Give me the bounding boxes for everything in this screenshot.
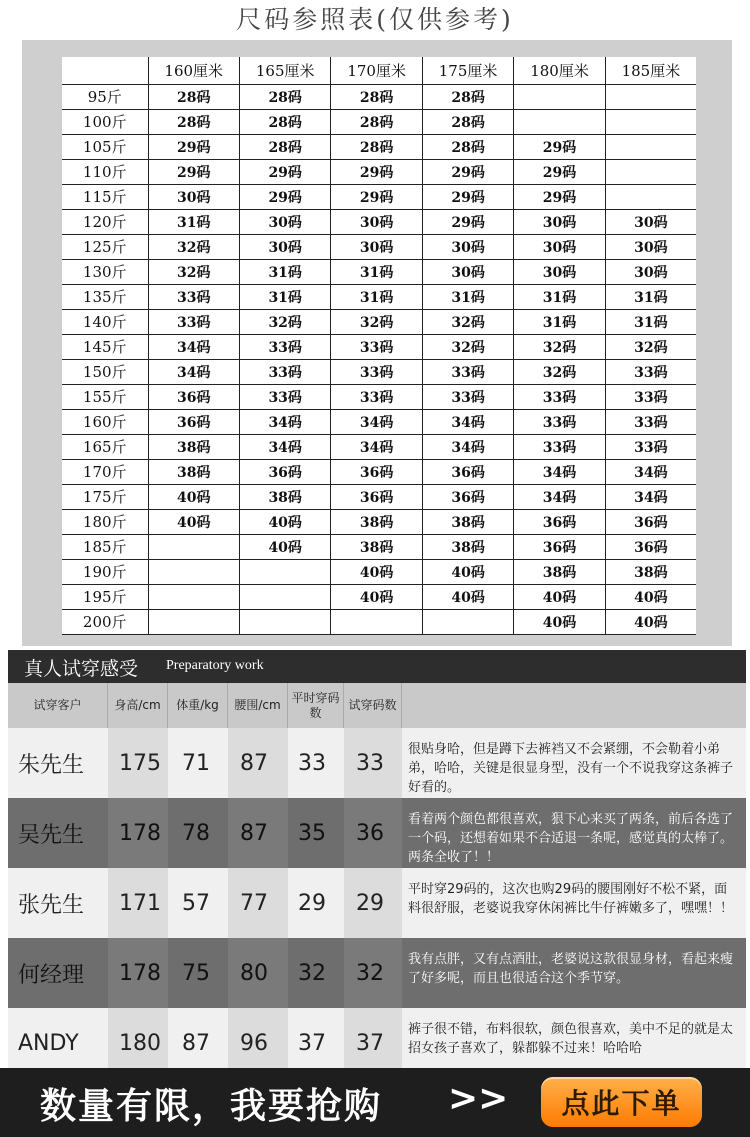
size-cell: 32码 <box>514 359 605 384</box>
size-cell: 40码 <box>514 609 605 634</box>
page-title: 尺码参照表(仅供参考) <box>236 5 514 34</box>
customer-tried: 37 <box>356 1030 384 1056</box>
size-cell: 29码 <box>331 159 422 184</box>
size-cell: 33码 <box>605 409 696 434</box>
size-cell: 30码 <box>331 209 422 234</box>
size-cell: 38码 <box>148 459 239 484</box>
size-cell: 40码 <box>422 584 513 609</box>
size-cell: 32码 <box>148 234 239 259</box>
size-cell <box>605 184 696 209</box>
size-cell: 32码 <box>422 334 513 359</box>
promo-banner <box>0 1068 750 1137</box>
height-header: 170厘米 <box>331 57 422 84</box>
size-cell: 28码 <box>331 109 422 134</box>
customer-tried: 29 <box>356 890 384 916</box>
size-cell: 33码 <box>331 334 422 359</box>
size-cell <box>605 159 696 184</box>
size-chart-row <box>62 359 696 384</box>
customer-tried: 33 <box>356 750 384 776</box>
customer-usual: 29 <box>298 890 326 916</box>
height-header: 160厘米 <box>148 57 239 84</box>
weight-label: 130斤 <box>62 259 148 284</box>
size-cell <box>422 609 513 634</box>
customer-weight: 75 <box>182 960 210 986</box>
customer-usual: 37 <box>298 1030 326 1056</box>
weight-label: 120斤 <box>62 209 148 234</box>
size-cell: 30码 <box>514 259 605 284</box>
size-cell <box>148 584 239 609</box>
size-cell: 30码 <box>514 209 605 234</box>
size-cell: 40码 <box>605 609 696 634</box>
size-cell: 33码 <box>605 384 696 409</box>
size-cell: 34码 <box>148 359 239 384</box>
size-cell: 40码 <box>605 584 696 609</box>
size-chart-row <box>62 159 696 184</box>
size-cell: 38码 <box>239 484 330 509</box>
size-cell: 31码 <box>239 259 330 284</box>
customer-comment: 我有点胖，又有点酒肚，老婆说这款很显身材，看起来瘦了好多呢，而且也很适合这个季节穿。 <box>408 952 734 986</box>
tryon-column-header: 试穿码数 <box>344 683 402 728</box>
tryon-row <box>8 868 746 938</box>
size-cell: 33码 <box>148 309 239 334</box>
size-cell: 36码 <box>514 534 605 559</box>
size-cell: 33码 <box>239 334 330 359</box>
size-cell: 33码 <box>605 359 696 384</box>
size-chart-row <box>62 509 696 534</box>
size-cell: 33码 <box>422 384 513 409</box>
size-cell: 29码 <box>239 159 330 184</box>
size-cell: 29码 <box>422 159 513 184</box>
size-cell: 29码 <box>514 184 605 209</box>
size-cell: 40码 <box>239 509 330 534</box>
size-cell: 40码 <box>148 509 239 534</box>
size-cell <box>605 84 696 109</box>
size-cell: 28码 <box>422 109 513 134</box>
size-chart-table <box>62 57 696 635</box>
size-chart-row <box>62 84 696 109</box>
size-cell: 33码 <box>605 434 696 459</box>
corner-cell <box>62 57 148 84</box>
size-cell: 36码 <box>422 484 513 509</box>
size-cell: 31码 <box>514 309 605 334</box>
size-chart-row <box>62 109 696 134</box>
size-cell: 29码 <box>422 184 513 209</box>
customer-comment: 平时穿29码的，这次也购29码的腰围刚好不松不紧，面料很舒服，老婆说我穿休闲裤比牛仔裤嫩多了，嘿嘿！！ <box>408 882 734 916</box>
size-cell: 29码 <box>239 184 330 209</box>
size-cell: 36码 <box>148 384 239 409</box>
size-cell: 33码 <box>514 434 605 459</box>
size-cell <box>239 584 330 609</box>
customer-comment: 看着两个颜色都很喜欢，狠下心来买了两条，前后各选了一个码，还想着如果不合适退一条呢，感觉真的太棒了。两条全收了！！ <box>408 812 734 865</box>
size-cell: 40码 <box>331 584 422 609</box>
size-cell: 31码 <box>605 309 696 334</box>
customer-waist: 80 <box>240 960 268 986</box>
customer-weight: 87 <box>182 1030 210 1056</box>
size-chart-row <box>62 409 696 434</box>
weight-label: 195斤 <box>62 584 148 609</box>
size-chart-row <box>62 384 696 409</box>
customer-comment: 裤子很不错，布料很软，颜色很喜欢，美中不足的就是太招女孩子喜欢了，躲都躲不过来！哈哈哈 <box>408 1022 734 1056</box>
size-cell: 36码 <box>239 459 330 484</box>
tryon-section <box>8 650 746 1068</box>
size-chart-row <box>62 434 696 459</box>
customer-name: 何经理 <box>18 962 85 988</box>
size-cell <box>331 609 422 634</box>
size-cell: 30码 <box>331 234 422 259</box>
size-cell: 32码 <box>239 309 330 334</box>
size-cell: 34码 <box>239 409 330 434</box>
customer-tried: 36 <box>356 820 384 846</box>
tryon-row <box>8 798 746 868</box>
tryon-row <box>8 938 746 1008</box>
weight-label: 165斤 <box>62 434 148 459</box>
size-cell: 31码 <box>331 259 422 284</box>
size-cell: 31码 <box>605 284 696 309</box>
size-chart-row <box>62 209 696 234</box>
size-cell: 38码 <box>514 559 605 584</box>
size-cell: 29码 <box>514 159 605 184</box>
size-cell: 34码 <box>239 434 330 459</box>
customer-waist: 77 <box>240 890 268 916</box>
weight-label: 190斤 <box>62 559 148 584</box>
size-cell: 38码 <box>422 534 513 559</box>
size-cell: 30码 <box>239 209 330 234</box>
size-cell: 30码 <box>422 234 513 259</box>
weight-label: 175斤 <box>62 484 148 509</box>
size-chart-row <box>62 309 696 334</box>
size-chart-row <box>62 609 696 634</box>
size-cell: 30码 <box>605 259 696 284</box>
tryon-column-headers <box>8 683 746 728</box>
size-cell: 38码 <box>148 434 239 459</box>
size-cell: 28码 <box>331 134 422 159</box>
size-cell: 33码 <box>514 409 605 434</box>
size-cell: 30码 <box>605 209 696 234</box>
size-chart-row <box>62 334 696 359</box>
customer-weight: 71 <box>182 750 210 776</box>
customer-usual: 32 <box>298 960 326 986</box>
arrow-icon: >> <box>448 1078 509 1119</box>
size-cell: 29码 <box>422 209 513 234</box>
size-cell: 32码 <box>605 334 696 359</box>
size-cell: 34码 <box>605 484 696 509</box>
size-chart-row <box>62 234 696 259</box>
size-chart-row <box>62 184 696 209</box>
weight-label: 170斤 <box>62 459 148 484</box>
size-cell: 34码 <box>331 434 422 459</box>
size-cell <box>605 134 696 159</box>
customer-height: 178 <box>119 820 161 846</box>
size-cell <box>148 534 239 559</box>
size-cell: 36码 <box>605 509 696 534</box>
size-cell: 38码 <box>331 509 422 534</box>
size-cell <box>514 109 605 134</box>
weight-label: 155斤 <box>62 384 148 409</box>
weight-label: 95斤 <box>62 84 148 109</box>
weight-label: 145斤 <box>62 334 148 359</box>
height-header: 175厘米 <box>422 57 513 84</box>
order-button[interactable]: 点此下单 <box>541 1077 702 1127</box>
size-cell: 36码 <box>422 459 513 484</box>
size-cell: 32码 <box>422 309 513 334</box>
size-cell: 38码 <box>331 534 422 559</box>
size-cell: 28码 <box>239 84 330 109</box>
size-cell: 40码 <box>331 559 422 584</box>
weight-label: 150斤 <box>62 359 148 384</box>
size-cell: 40码 <box>514 584 605 609</box>
size-cell: 34码 <box>514 484 605 509</box>
tryon-row <box>8 728 746 798</box>
weight-label: 140斤 <box>62 309 148 334</box>
customer-height: 171 <box>119 890 161 916</box>
customer-usual: 35 <box>298 820 326 846</box>
size-cell <box>148 559 239 584</box>
size-cell: 40码 <box>422 559 513 584</box>
customer-name: 吴先生 <box>18 822 85 848</box>
size-cell <box>514 84 605 109</box>
size-cell: 28码 <box>148 109 239 134</box>
size-cell: 34码 <box>605 459 696 484</box>
size-cell: 28码 <box>239 109 330 134</box>
size-cell <box>148 609 239 634</box>
size-cell: 29码 <box>148 159 239 184</box>
tryon-column-header: 腰围/cm <box>228 683 288 728</box>
size-chart-row <box>62 459 696 484</box>
size-cell: 38码 <box>605 559 696 584</box>
weight-label: 160斤 <box>62 409 148 434</box>
size-chart-row <box>62 584 696 609</box>
size-cell: 33码 <box>331 384 422 409</box>
customer-weight: 57 <box>182 890 210 916</box>
size-cell: 32码 <box>514 334 605 359</box>
size-cell: 36码 <box>605 534 696 559</box>
size-cell: 28码 <box>422 134 513 159</box>
tryon-column-header: 身高/cm <box>108 683 168 728</box>
tryon-header <box>8 650 746 683</box>
height-header: 180厘米 <box>514 57 605 84</box>
size-cell: 28码 <box>331 84 422 109</box>
weight-label: 115斤 <box>62 184 148 209</box>
size-cell: 28码 <box>239 134 330 159</box>
size-cell: 29码 <box>331 184 422 209</box>
size-cell: 31码 <box>514 284 605 309</box>
size-cell: 31码 <box>148 209 239 234</box>
customer-height: 178 <box>119 960 161 986</box>
size-cell: 32码 <box>148 259 239 284</box>
size-cell: 31码 <box>331 284 422 309</box>
weight-label: 110斤 <box>62 159 148 184</box>
customer-name: ANDY <box>18 1030 79 1056</box>
weight-label: 125斤 <box>62 234 148 259</box>
size-cell: 33码 <box>422 359 513 384</box>
promo-slogan: 数量有限，我要抢购 <box>40 1086 383 1127</box>
size-cell: 32码 <box>331 309 422 334</box>
size-cell: 36码 <box>148 409 239 434</box>
weight-label: 180斤 <box>62 509 148 534</box>
size-cell: 31码 <box>422 284 513 309</box>
height-header: 185厘米 <box>605 57 696 84</box>
customer-name: 朱先生 <box>18 752 85 778</box>
size-cell: 29码 <box>514 134 605 159</box>
size-cell: 33码 <box>514 384 605 409</box>
tryon-subheading: Preparatory work <box>166 658 264 673</box>
tryon-column-header: 试穿客户 <box>8 683 108 728</box>
customer-comment: 很贴身哈，但是蹲下去裤裆又不会紧绷，不会勒着小弟弟，哈哈，关键是很显身型，没有一个不说我穿这条裤子好看的。 <box>408 742 734 795</box>
size-cell: 40码 <box>239 534 330 559</box>
size-cell: 31码 <box>239 284 330 309</box>
size-cell: 36码 <box>514 509 605 534</box>
size-cell: 33码 <box>239 384 330 409</box>
size-cell: 34码 <box>331 409 422 434</box>
tryon-column-header: 体重/kg <box>168 683 228 728</box>
size-cell: 30码 <box>239 234 330 259</box>
size-chart-row <box>62 484 696 509</box>
weight-label: 185斤 <box>62 534 148 559</box>
size-cell <box>239 609 330 634</box>
size-chart-row <box>62 134 696 159</box>
customer-waist: 87 <box>240 750 268 776</box>
size-cell: 28码 <box>422 84 513 109</box>
size-cell: 34码 <box>148 334 239 359</box>
customer-weight: 78 <box>182 820 210 846</box>
size-cell: 34码 <box>422 434 513 459</box>
customer-name: 张先生 <box>18 892 85 918</box>
size-cell: 38码 <box>422 509 513 534</box>
size-cell: 30码 <box>148 184 239 209</box>
size-cell: 33码 <box>239 359 330 384</box>
weight-label: 200斤 <box>62 609 148 634</box>
size-cell: 29码 <box>148 134 239 159</box>
weight-label: 105斤 <box>62 134 148 159</box>
size-cell <box>605 109 696 134</box>
customer-tried: 32 <box>356 960 384 986</box>
size-cell: 28码 <box>148 84 239 109</box>
size-cell: 30码 <box>605 234 696 259</box>
size-chart-row <box>62 559 696 584</box>
customer-waist: 96 <box>240 1030 268 1056</box>
size-cell: 36码 <box>331 484 422 509</box>
customer-height: 175 <box>119 750 161 776</box>
size-cell: 30码 <box>514 234 605 259</box>
height-header: 165厘米 <box>239 57 330 84</box>
size-chart-header-row <box>62 57 696 84</box>
customer-usual: 33 <box>298 750 326 776</box>
size-cell: 33码 <box>331 359 422 384</box>
tryon-heading: 真人试穿感受 <box>24 658 139 680</box>
size-chart-row <box>62 259 696 284</box>
size-cell: 30码 <box>422 259 513 284</box>
size-cell: 34码 <box>514 459 605 484</box>
customer-height: 180 <box>119 1030 161 1056</box>
weight-label: 135斤 <box>62 284 148 309</box>
size-cell: 36码 <box>331 459 422 484</box>
weight-label: 100斤 <box>62 109 148 134</box>
size-cell: 34码 <box>422 409 513 434</box>
size-cell: 33码 <box>148 284 239 309</box>
customer-waist: 87 <box>240 820 268 846</box>
tryon-column-header: 平时穿码数 <box>288 683 344 728</box>
size-cell: 40码 <box>148 484 239 509</box>
size-chart-row <box>62 284 696 309</box>
size-chart-row <box>62 534 696 559</box>
size-cell <box>239 559 330 584</box>
